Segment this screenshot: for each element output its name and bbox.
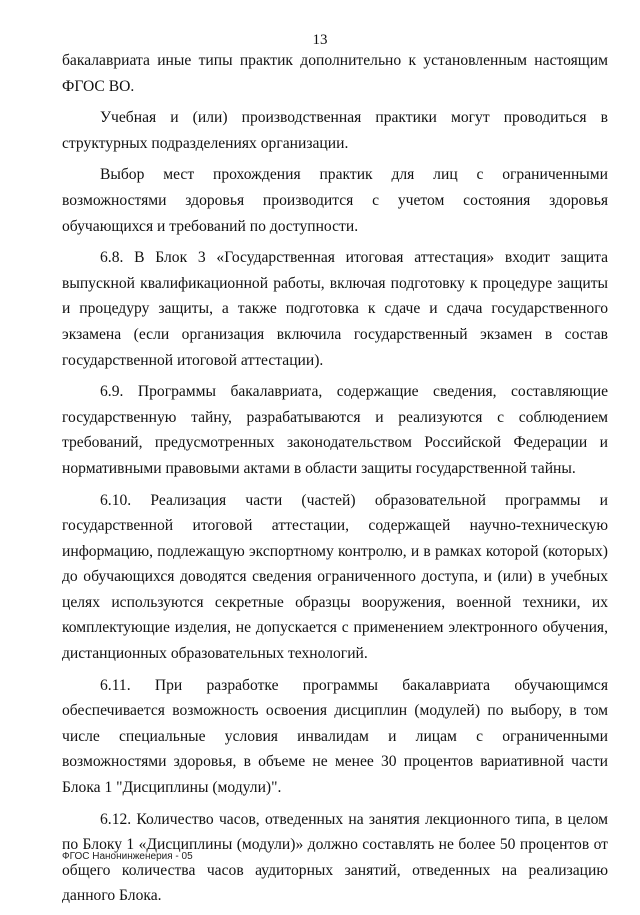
paragraph-6-11: 6.11. При разработке программы бакалавриата обучающимся обеспечивается возможность освоения дисциплин (модулей) по выбору, в том числе специальные условия инвалидам и лицам с ограниченными возможностями здоровья, в объеме не менее 30 процентов вариативной части Блока 1 "Дисциплины (модули)". (62, 676, 608, 797)
paragraph-6-8: 6.8. В Блок 3 «Государственная итоговая аттестация» входит защита выпускной квалификационной работы, включая подготовку к процедуре защиты и процедуру защиты, а также подготовка к сдаче и сдача государственного экзамена (если организация включила государственный экзамен в состав государственной итоговой аттестации). (62, 249, 608, 369)
paragraph-continuation: бакалавриата иные типы практик дополнительно к установленным настоящим ФГОС ВО. (62, 52, 608, 95)
paragraph-6-9: 6.9. Программы бакалавриата, содержащие сведения, составляющие государственную тайну, разрабатываются и реализуются с соблюдением требований, предусмотренных законодательством Российской Федерации и нормативными правовыми актами в области защиты государственной тайны. (62, 383, 608, 477)
page-number: 13 (312, 32, 328, 48)
paragraph-6-10: 6.10. Реализация части (частей) образовательной программы и государственной итоговой аттестации, содержащей научно-техническую информацию, подлежащую экспортному контролю, и в рамках которой (которых) до обучающихся доводятся сведения ограниченного доступа, и (или) в учебных целях используются секретные образцы вооружения, военной техники, их комплектующие изделия, не допускается с применением электронного обучения, дистанционных образовательных технологий. (62, 491, 608, 663)
paragraph-6-12: 6.12. Количество часов, отведенных на занятия лекционного типа, в целом по Блоку 1 «Дисциплины (модули)» должно составлять не более 50 процентов от общего количества часов аудиторных занятий, отведенных на реализацию данного Блока. (62, 810, 608, 905)
paragraph-practice-disabilities: Выбор мест прохождения практик для лиц с ограниченными возможностями здоровья производится с учетом состояния здоровья обучающихся и требований по доступности. (62, 166, 608, 235)
page-footer: ФГОС Нанонинженерия - 05 (62, 851, 193, 862)
paragraph-practice-units: Учебная и (или) производственная практики могут проводиться в структурных подразделениях организации. (62, 109, 608, 152)
document-body (62, 48, 608, 915)
